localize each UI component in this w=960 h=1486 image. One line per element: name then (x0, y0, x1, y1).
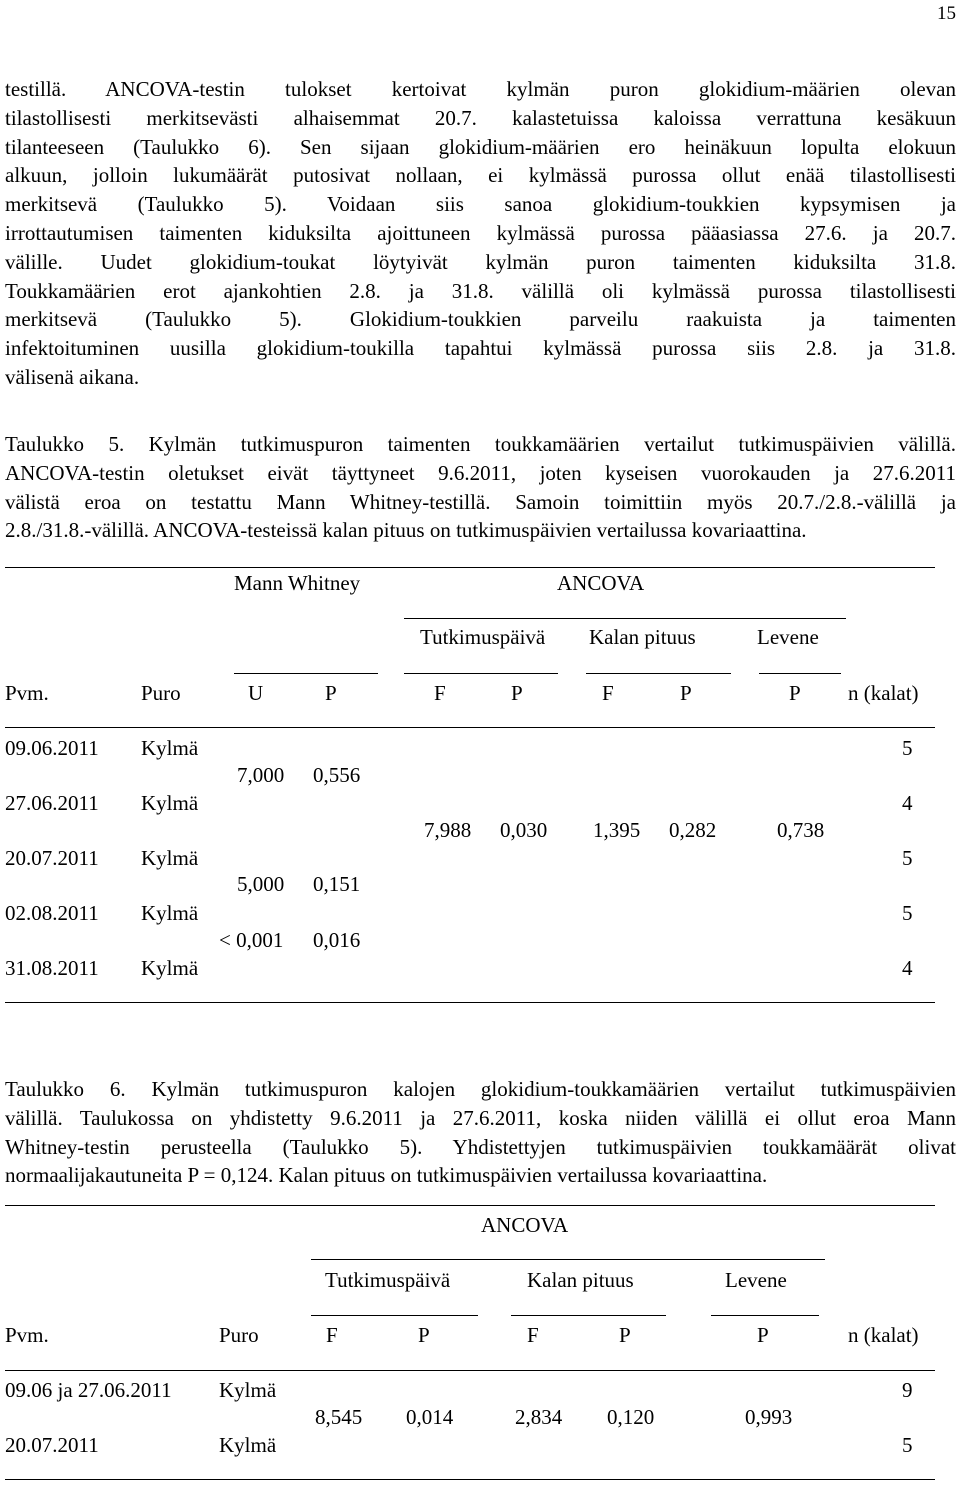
table-cell-p: 0,151 (313, 872, 361, 896)
table5-levene-rule (759, 673, 841, 674)
table5-sub-kalan-pituus: Kalan pituus (589, 625, 696, 649)
table5-group-mann-whitney: Mann Whitney (234, 571, 361, 595)
table5-kalan-pituus-rule (586, 673, 731, 674)
table5-top-rule (5, 567, 935, 568)
table6-col-f: F (326, 1323, 338, 1347)
table-cell-pvm: 02.08.2011 (5, 901, 99, 925)
table-cell-f: 2,834 (515, 1405, 563, 1429)
body-line: testillä. ANCOVA-testin tulokset kertoivat kylmän puron glokidium-määrien olevan (5, 77, 956, 101)
body-line: merkitsevä (Taulukko 5). Glokidium-toukkien parveilu raakuista ja taimenten (5, 307, 956, 332)
table6-kalan-pituus-rule (511, 1315, 666, 1316)
table-cell-n: 9 (902, 1378, 913, 1402)
table6-col-f: F (527, 1323, 539, 1347)
body-line: välille. Uudet glokidium-toukat löytyivät kylmän puron taimenten kiduksilta 31.8. (5, 249, 956, 274)
page-number: 15 (937, 3, 956, 24)
table-cell-puro: Kylmä (141, 956, 199, 980)
body-line: tilastollisesti merkitsevästi alhaisemmat 20.7. kalastetuissa kaloissa verrattuna kesäkuun (5, 105, 956, 130)
table5-col-f: F (602, 681, 614, 705)
table-cell-pvm: 27.06.2011 (5, 791, 99, 815)
caption-line: välillä. Taulukossa on yhdistetty 9.6.2011 ja 27.6.2011, koska niiden välillä ei ollut eroa Mann (5, 1105, 956, 1130)
table-cell-puro: Kylmä (141, 901, 199, 925)
table5-col-u: U (248, 681, 264, 705)
table-cell-n: 5 (902, 901, 913, 925)
table5-sub-levene: Levene (757, 625, 819, 649)
body-line: infektoituminen uusilla glokidium-toukilla tapahtui kylmässä purossa siis 2.8. ja 31.8. (5, 336, 956, 361)
table-cell-pvm: 09.06.2011 (5, 736, 99, 760)
table-cell-pvm: 20.07.2011 (5, 846, 99, 870)
caption-line: normaalijakautuneita P = 0,124. Kalan pituus on tutkimuspäivien vertailussa kovariaattina. (5, 1163, 768, 1188)
table5-sub-tutkimuspaiva: Tutkimuspäivä (420, 625, 546, 649)
caption-line: Taulukko 5. Kylmän tutkimuspuron taimenten toukkamäärien vertailut tutkimuspäivien välillä. (5, 432, 956, 456)
caption-line: välistä eroa on testattu Mann Whitney-testillä. Samoin toimittiin myös 20.7./2.8.-välillä ja (5, 489, 956, 514)
table5-header-rule (5, 727, 935, 728)
table-cell-pvm: 09.06 ja 27.06.2011 (5, 1378, 172, 1402)
table-cell-n: 4 (902, 791, 913, 815)
table6-bottom-rule (5, 1479, 935, 1480)
body-line: välisenä aikana. (5, 364, 140, 389)
table-cell-f: 7,988 (424, 818, 472, 842)
table6-levene-rule (711, 1315, 819, 1316)
body-line: Toukkamäärien erot ajankohtien 2.8. ja 31.8. välillä oli kylmässä purossa tilastollisesti (5, 278, 956, 303)
table5-group-ancova: ANCOVA (557, 571, 645, 595)
table-cell-p: 0,120 (607, 1405, 655, 1429)
table-cell-puro: Kylmä (219, 1378, 277, 1402)
table5-col-pvm: Pvm. (5, 681, 49, 705)
table6-group-ancova: ANCOVA (481, 1213, 569, 1237)
body-line: tilanteeseen (Taulukko 6). Sen sijaan glokidium-määrien ero heinäkuun lopulta elokuun (5, 134, 956, 159)
table-cell-f: 8,545 (315, 1405, 363, 1429)
table5-bottom-rule (5, 1002, 935, 1003)
table5-caption (5, 430, 956, 545)
caption-line: Taulukko 6. Kylmän tutkimuspuron kalojen glokidium-toukkamäärien vertailut tutkimuspäivien (5, 1077, 956, 1101)
table6-sub-kalan-pituus: Kalan pituus (527, 1268, 634, 1292)
table6-sub-levene: Levene (725, 1268, 787, 1292)
caption-line: ANCOVA-testin oletukset eivät täyttyneet 9.6.2011, joten kyseisen vuorokauden ja 27.6.2011 (5, 460, 956, 485)
body-line: irrottautumisen taimenten kiduksilta ajoittuneen kylmässä purossa pääasiassa 27.6. ja 20.7. (5, 220, 956, 245)
table6-col-p: P (757, 1323, 769, 1347)
table6-col-p: P (619, 1323, 631, 1347)
table-cell-p: 0,014 (406, 1405, 454, 1429)
table-cell-pvm: 20.07.2011 (5, 1433, 99, 1457)
table-cell-n: 5 (902, 846, 913, 870)
table6-col-pvm: Pvm. (5, 1323, 49, 1347)
table6-sub-tutkimuspaiva: Tutkimuspäivä (325, 1268, 451, 1292)
table6-header-rule (5, 1370, 935, 1371)
table-cell-puro: Kylmä (141, 736, 199, 760)
table5-col-p: P (511, 681, 523, 705)
table-cell-p: 0,030 (500, 818, 548, 842)
table6-col-p: P (418, 1323, 430, 1347)
body-line: merkitsevä (Taulukko 5). Voidaan siis sanoa glokidium-toukkien kypsymisen ja (5, 192, 956, 217)
table5-col-p: P (325, 681, 337, 705)
caption-line: Whitney-testin perusteella (Taulukko 5). Yhdistettyjen tutkimuspäivien toukkamäärät olivat (5, 1134, 956, 1159)
table6-col-puro: Puro (219, 1323, 259, 1347)
table-cell-puro: Kylmä (219, 1433, 277, 1457)
table6-tutkimuspaiva-rule (311, 1315, 478, 1316)
table-cell-levene-p: 0,738 (777, 818, 825, 842)
table-cell-p: 0,016 (313, 928, 361, 952)
table-cell-n: 5 (902, 736, 913, 760)
table5-ancova-rule (404, 618, 846, 619)
table-cell-u: < 0,001 (219, 928, 284, 952)
table6-top-rule (5, 1205, 935, 1206)
table5-col-f: F (434, 681, 446, 705)
table6-col-n: n (kalat) (848, 1323, 919, 1347)
table-cell-p: 0,556 (313, 763, 361, 787)
table-cell-pvm: 31.08.2011 (5, 956, 99, 980)
table-cell-u: 5,000 (237, 872, 285, 896)
table5-col-n: n (kalat) (848, 681, 919, 705)
table6-ancova-rule (311, 1259, 825, 1260)
table-cell-puro: Kylmä (141, 791, 199, 815)
table-cell-f: 1,395 (593, 818, 641, 842)
table5-tutkimuspaiva-rule (404, 673, 558, 674)
table-cell-puro: Kylmä (141, 846, 199, 870)
caption-line: 2.8./31.8.-välillä. ANCOVA-testeissä kalan pituus on tutkimuspäivien vertailussa kovariaattina. (5, 518, 807, 543)
table6-caption (5, 1075, 956, 1190)
table-cell-n: 4 (902, 956, 913, 980)
table5-col-puro: Puro (141, 681, 181, 705)
table-cell-n: 5 (902, 1433, 913, 1457)
table5-mann-rule (234, 673, 378, 674)
table-cell-p: 0,282 (669, 818, 717, 842)
body-paragraph (5, 75, 956, 392)
table-cell-levene-p: 0,993 (745, 1405, 793, 1429)
table5-col-p: P (680, 681, 692, 705)
table-cell-u: 7,000 (237, 763, 285, 787)
body-line: alkuun, jolloin lukumäärät putosivat nollaan, ei kylmässä purossa ollut enää tilastollisesti (5, 163, 956, 188)
table5-col-p: P (789, 681, 801, 705)
